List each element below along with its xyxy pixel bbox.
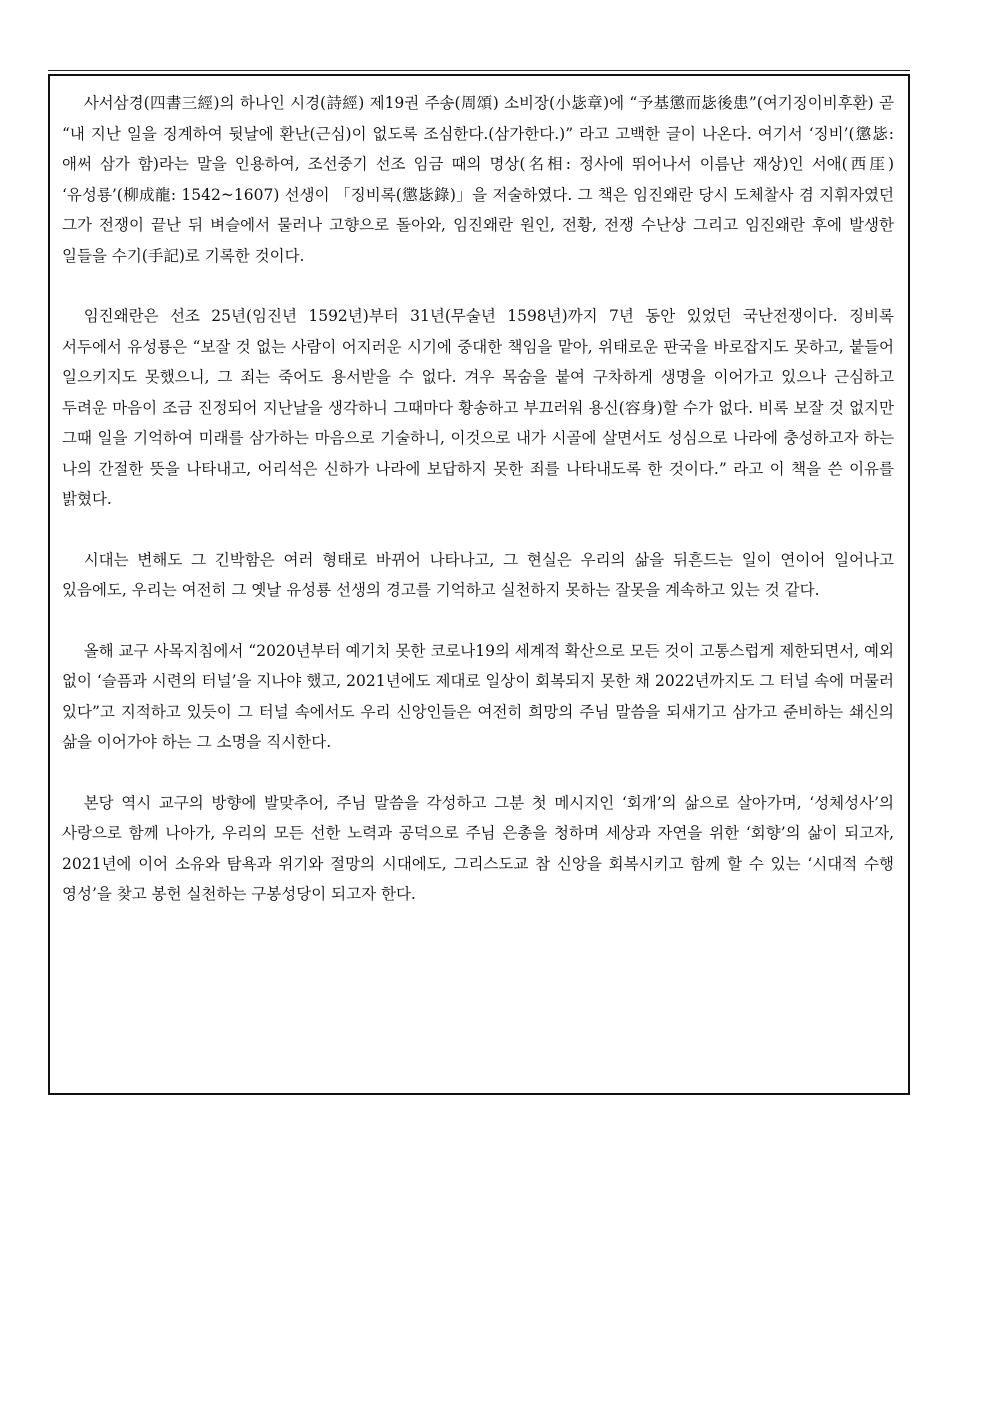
- paragraph-diocese-guideline: 올해 교구 사목지침에서 “2020년부터 예기치 못한 코로나19의 세계적 확산으로 모든 것이 고통스럽게 제한되면서, 예외 없이 ‘슬픔과 시련의 터널’을 지나야 했고, 2021년에도 제대로 일상이 회복되지 못한 채 2022년까지도 그 터널 속에 머물러 있다”고 지적하고 있듯이 그 터널 속에서도 우리 신앙인들은 여전히 희망의 주님 말씀을 되새기고 삼가고 준비하는 쇄신의 삶을 이어가야 하는 그 소명을 직시한다.: [62, 641, 894, 751]
- paragraph-jingbirok-origin: 사서삼경(四書三經)의 하나인 시경(詩經) 제19권 주송(周頌) 소비장(小毖章)에 “予基懲而毖後患”(여기징이비후환) 곧 “내 지난 일을 징계하여 뒷날에 환난(근심)이 없도록 조심한다.(삼가한다.)” 라고 고백한 글이 나온다. 여기서 ‘징비’(懲毖: 애써 삼가 함)라는 말을 인용하여, 조선중기 선조 임금 때의 명상(名相: 정사에 뛰어나서 이름난 재상)인 서애(西厓) ‘유성룡’(柳成龍: 1542~1607) 선생이 「징비록(懲毖錄)」을 저술하였다. 그 책은 임진왜란 당시 도체찰사 겸 지휘자였던 그가 전쟁이 끝난 뒤 벼슬에서 물러나 고향으로 돌아와, 임진왜란 원인, 전황, 전쟁 수난상 그리고 임진왜란 후에 발생한 일들을 수기(手記)로 기록한 것이다.: [62, 94, 894, 265]
- paragraph-parish-direction: 본당 역시 교구의 방향에 발맞추어, 주님 말씀을 각성하고 그분 첫 메시지인 ‘회개’의 삶으로 살아가며, ‘성체성사’의 사랑으로 함께 나아가, 우리의 모든 선한 노력과 공덕으로 주님 은총을 청하며 세상과 자연을 위한 ‘회향’의 삶이 되고자, 2021년에 이어 소유와 탐욕과 위기와 절망의 시대에도, 그리스도교 참 신앙을 회복시키고 함께 할 수 있는 ‘시대적 수행 영성’을 찾고 봉헌 실천하는 구봉성당이 되고자 한다.: [62, 793, 894, 903]
- top-rule: [48, 70, 910, 71]
- paragraph-imjin-war: 임진왜란은 선조 25년(임진년 1592년)부터 31년(무술년 1598년)까지 7년 동안 있었던 국난전쟁이다. 징비록 서두에서 유성룡은 “보잘 것 없는 사람이 어지러운 시기에 중대한 책임을 맡아, 위태로운 판국을 바로잡지도 못하고, 붙들어 일으키지도 못했으니, 그 죄는 죽어도 용서받을 수 없다. 겨우 목숨을 붙여 구차하게 생명을 이어가고 있으나 근심하고 두려운 마음이 조금 진정되어 지난날을 생각하니 그때마다 황송하고 부끄러워 용신(容身)할 수가 없다. 비록 보잘 것 없지만 그때 일을 기억하여 미래를 삼가하는 마음으로 기술하니, 이것으로 내가 시골에 살면서도 성심으로 나라에 충성하고자 하는 나의 간절한 뜻을 나타내고, 어리석은 신하가 나라에 보답하지 못한 죄를 나타내도록 한 것이다.” 라고 이 책을 쓴 이유를 밝혔다.: [62, 307, 894, 508]
- bordered-text-box: [48, 74, 910, 1095]
- paragraph-present-times: 시대는 변해도 그 긴박함은 여러 형태로 바뀌어 나타나고, 그 현실은 우리의 삶을 뒤흔드는 일이 연이어 일어나고 있음에도, 우리는 여전히 그 옛날 유성룡 선생의 경고를 기억하고 실천하지 못하는 잘못을 계속하고 있는 것 같다.: [62, 550, 894, 599]
